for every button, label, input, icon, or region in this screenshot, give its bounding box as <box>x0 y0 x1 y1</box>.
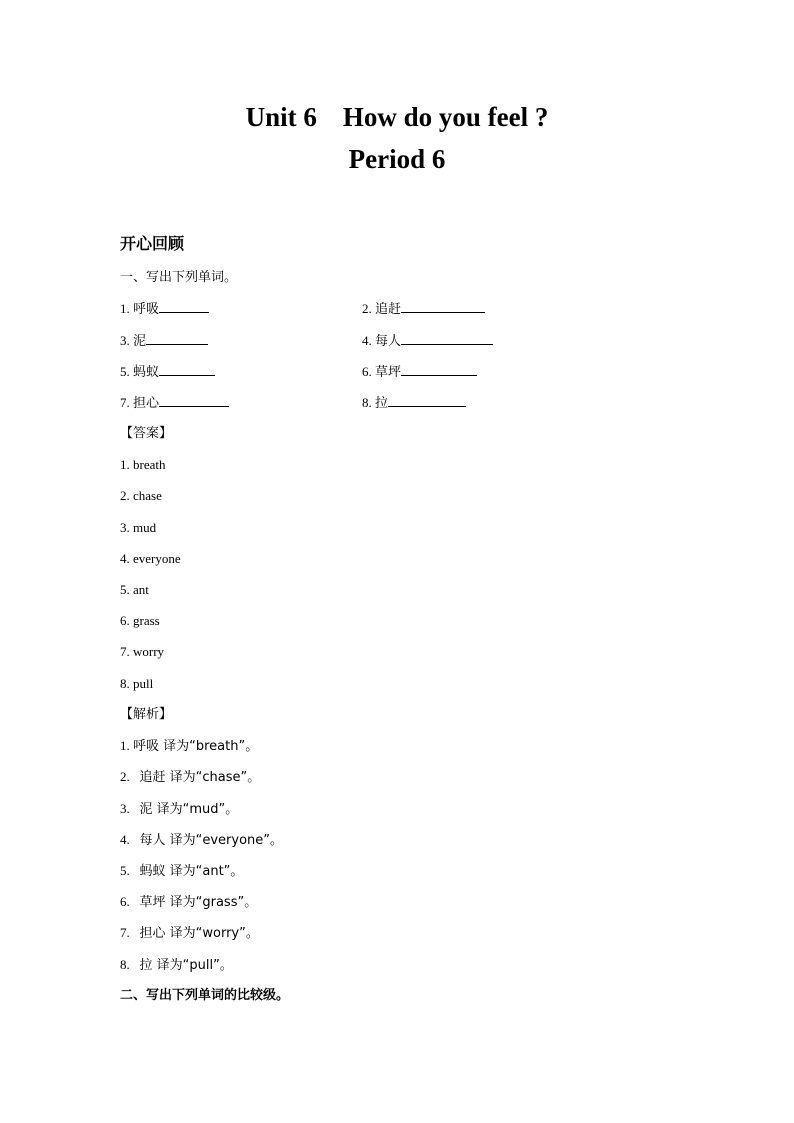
question-5: 5. 蚂蚁 <box>120 363 215 382</box>
question-3: 3. 泥 <box>120 332 208 351</box>
answer-7: 7. worry <box>120 644 165 659</box>
answer-4: 4. everyone <box>120 551 181 566</box>
analysis-7: 7. 担心 译为“worry”。 <box>120 925 259 941</box>
analysis-8: 8. 拉 译为“pull”。 <box>120 957 233 973</box>
analysis-2: 2. 追赶 译为“chase”。 <box>120 769 261 785</box>
answer-blank[interactable] <box>401 363 477 376</box>
answer-blank[interactable] <box>146 332 208 345</box>
answer-1: 1. breath <box>120 457 166 472</box>
question-6: 6. 草坪 <box>362 363 477 382</box>
question-2: 2. 追赶 <box>362 300 485 319</box>
part2-heading: 二、写出下列单词的比较级。 <box>120 988 290 1003</box>
question-1: 1. 呼吸 <box>120 300 209 319</box>
answer-3: 3. mud <box>120 520 157 535</box>
answer-blank[interactable] <box>401 300 485 313</box>
analysis-6: 6. 草坪 译为“grass”。 <box>120 894 258 910</box>
title-unit-question: How do you feel ? <box>342 102 549 132</box>
question-4: 4. 每人 <box>362 332 493 351</box>
answer-tag: 【答案】 <box>120 426 173 441</box>
question-8: 8. 拉 <box>362 394 466 413</box>
part1-heading: 一、写出下列单词。 <box>120 270 238 285</box>
analysis-tag: 【解析】 <box>120 707 173 722</box>
answer-2: 2. chase <box>120 488 162 503</box>
answer-8: 8. pull <box>120 676 154 691</box>
title-period: Period 6 <box>348 144 446 174</box>
answer-blank[interactable] <box>159 363 215 376</box>
section-review-heading: 开心回顾 <box>120 234 185 253</box>
answer-blank[interactable] <box>401 332 493 345</box>
analysis-1: 1. 呼吸 译为“breath”。 <box>120 738 259 754</box>
analysis-3: 3. 泥 译为“mud”。 <box>120 801 239 817</box>
answer-blank[interactable] <box>159 394 229 407</box>
answer-blank[interactable] <box>159 300 209 313</box>
answer-6: 6. grass <box>120 613 160 628</box>
title-unit-number: Unit 6 <box>245 102 317 132</box>
answer-blank[interactable] <box>388 394 466 407</box>
answer-5: 5. ant <box>120 582 149 597</box>
analysis-4: 4. 每人 译为“everyone”。 <box>120 832 284 848</box>
title-unit <box>0 102 794 132</box>
question-7: 7. 担心 <box>120 394 229 413</box>
analysis-5: 5. 蚂蚁 译为“ant”。 <box>120 863 244 879</box>
